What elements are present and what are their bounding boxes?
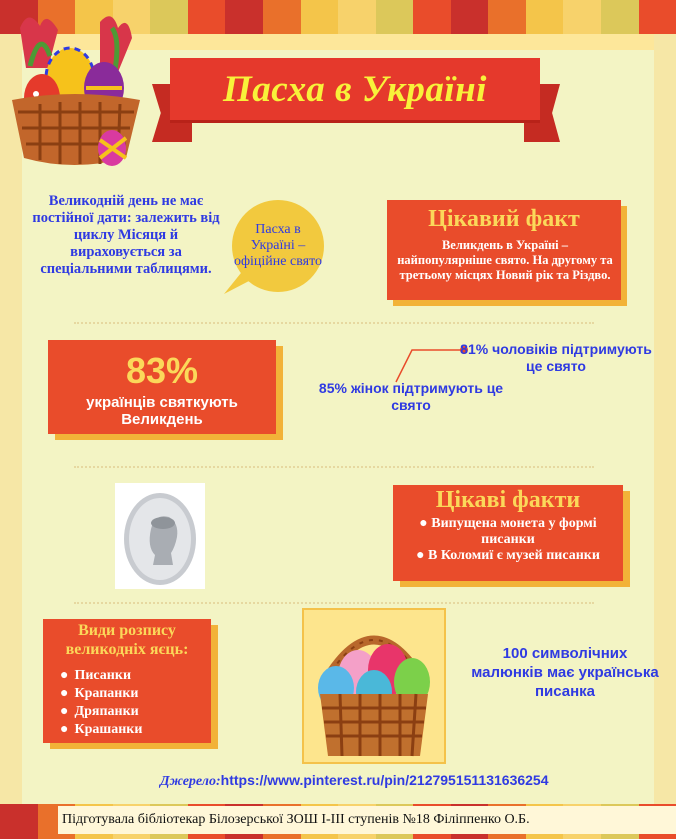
title-banner [170, 58, 540, 120]
list-item: ● Крапанки [60, 685, 210, 703]
types-list [60, 667, 210, 739]
stat-value: 83% [125, 350, 199, 391]
source-label: Джерело: [160, 774, 221, 789]
stripe [150, 0, 188, 34]
date-note: Великодній день не має постійної дати: залежить від циклу Місяця й вираховується за спеціальними таблицями. [32, 193, 220, 277]
list-item: ● Крашанки [60, 721, 210, 739]
stripe [338, 0, 376, 34]
stat-text: українців святкують Великдень [86, 394, 238, 428]
list-item: ● Дряпанки [60, 703, 210, 721]
easter-basket-icon [0, 8, 150, 168]
separator [74, 602, 594, 604]
stripe [639, 0, 676, 34]
fact-text: Великдень в Україні – найпопулярніше свято. На другому та третьому місцях Новий рік та Різдво. [397, 238, 613, 282]
source-link[interactable]: https://www.pinterest.ru/pin/212795151131636254 [220, 772, 549, 788]
stripe [263, 0, 301, 34]
men-stat: 81% чоловіків підтримують це свято [460, 341, 652, 374]
stripe [526, 0, 564, 34]
bubble-text: Пасха в Україні – офіційне свято [233, 222, 323, 269]
stripe [563, 0, 601, 34]
source-line [160, 772, 650, 790]
stripe [451, 0, 489, 34]
stripe [413, 0, 451, 34]
separator [74, 322, 594, 324]
page-title: Пасха в Україні [223, 68, 487, 110]
facts-item: ● В Коломиї є музей писанки [416, 548, 600, 563]
list-item: ● Писанки [60, 667, 210, 685]
separator [74, 466, 594, 468]
types-title: Види розпису великодніх яєць: [65, 622, 189, 658]
stripe [488, 0, 526, 34]
fact-title: Цікавий факт [428, 206, 580, 232]
symbols-fact: 100 символічних малюнків має українська писанка [471, 645, 659, 700]
facts-item: ● Випущена монета у формі писанки [419, 516, 597, 547]
basket-picture [302, 608, 446, 764]
facts-list [400, 516, 616, 564]
coin-image [115, 483, 205, 589]
stripe [376, 0, 414, 34]
stripe [301, 0, 339, 34]
stripe [225, 0, 263, 34]
stripe [0, 804, 38, 839]
egg-basket-icon [304, 610, 444, 762]
footer-credit: Підготувала бібліотекар Білозерської ЗОШ І-ІІІ ступенів №18 Філіппенко О.Б. [58, 806, 676, 834]
facts-title: Цікаві факти [435, 487, 581, 513]
pysanka-coin-icon [115, 483, 205, 589]
stripe [601, 0, 639, 34]
stripe [188, 0, 226, 34]
women-stat: 85% жінок підтримують це свято [318, 380, 504, 413]
speech-bubble [232, 200, 324, 292]
